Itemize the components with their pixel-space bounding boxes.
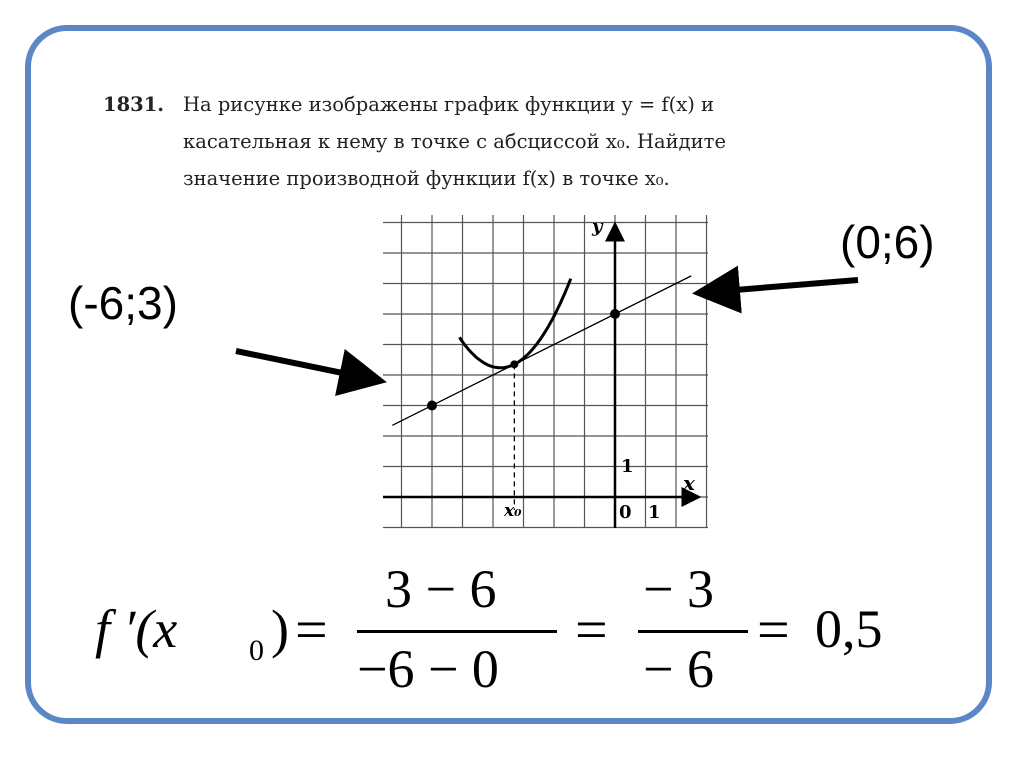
fraction-1-numerator: 3 − 6	[385, 559, 497, 619]
problem-number: 1831.	[103, 93, 165, 116]
problem-line-2: касательная к нему в точке с абсциссой x₀. Найдите	[183, 130, 726, 153]
fraction-1-bar	[357, 630, 557, 633]
problem-text-1: На рисунке изображены график функции y = f(x) и	[183, 93, 715, 116]
fraction-2-numerator: − 3	[643, 559, 714, 619]
arrow-to-left-point	[236, 351, 381, 381]
fraction-2-bar	[638, 630, 748, 633]
equals-3: =	[757, 597, 790, 662]
fraction-1-denominator: −6 − 0	[357, 639, 499, 699]
formula-lhs-subscript: 0	[249, 634, 264, 667]
formula-result: 0,5	[815, 599, 883, 659]
x-unit-label: 1	[648, 502, 661, 523]
grid	[383, 215, 708, 528]
formula-lhs: f ′(x	[95, 599, 178, 659]
y-axis-label: y	[592, 216, 603, 237]
point-left-label: (-6;3)	[68, 277, 178, 329]
origin-label: 0	[619, 502, 632, 523]
x-axis-label: x	[683, 471, 695, 495]
tangent-line	[392, 276, 691, 425]
equals-2: =	[575, 597, 608, 662]
equals-1: =	[295, 597, 328, 662]
y-unit-label: 1	[621, 456, 634, 477]
tangency-point	[510, 360, 518, 368]
tangent-point-right	[610, 309, 620, 319]
x0-label: x₀	[504, 501, 522, 521]
fraction-2-denominator: − 6	[643, 639, 714, 699]
arrow-to-right-point	[698, 280, 858, 293]
problem-line-3: значение производной функции f(x) в точке x₀.	[183, 167, 670, 190]
derivative-formula	[95, 560, 955, 710]
point-right-label: (0;6)	[840, 216, 935, 268]
formula-lhs-close: )	[271, 599, 289, 659]
tangent-point-left	[427, 401, 437, 411]
